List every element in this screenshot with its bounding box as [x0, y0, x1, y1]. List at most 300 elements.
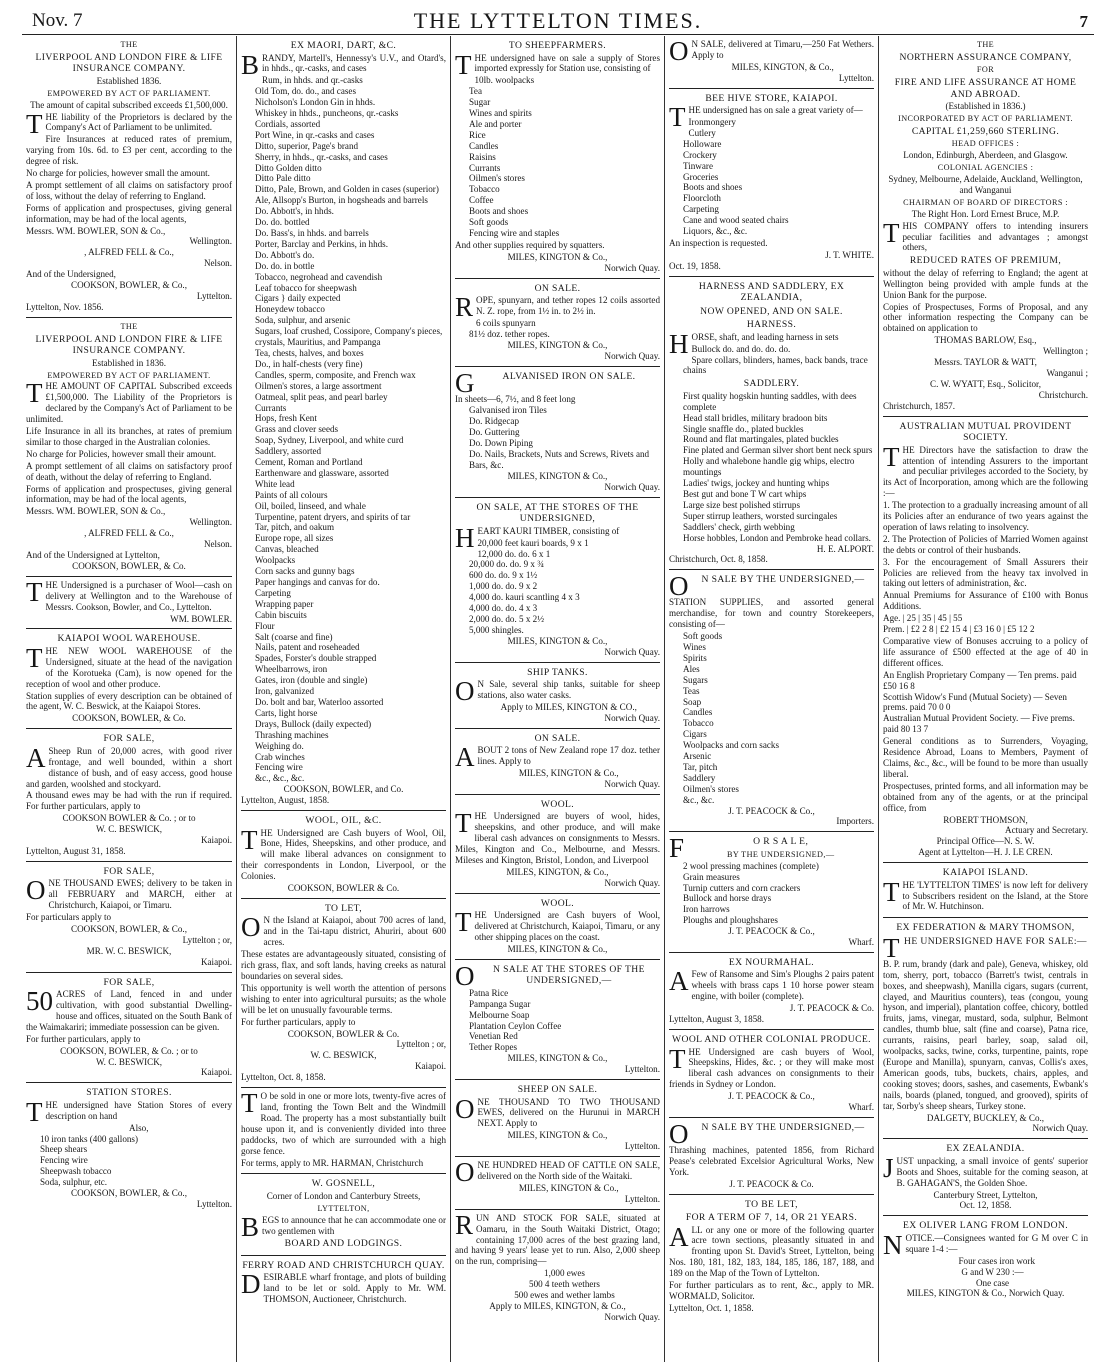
list-item: Currants [255, 402, 287, 413]
list-item: Currants [469, 162, 501, 173]
list-item: Paper hangings and canvas for do. [255, 577, 380, 587]
ad-body [26, 108, 232, 139]
ad-body [241, 1211, 446, 1242]
list-item: Head stall bridles, military bradoon bits [683, 412, 828, 423]
drop-cap: O [455, 1157, 475, 1188]
ad-title: KAIAPOI ISLAND. [942, 867, 1029, 879]
drop-cap: F [669, 833, 685, 864]
list-item: Turpentine, patent dryers, and spirits of tar [255, 511, 411, 522]
agent-place: Importers. [836, 816, 874, 827]
ad-signature: MILES, KINGTON & Co., [507, 943, 608, 954]
list-item: Ladies' twigs, jockey and hunting whips [683, 478, 830, 489]
ad-signature: COOKSON, BOWLER, and Co. [283, 784, 404, 795]
list-item: Soda, sulphur, etc. [40, 1177, 108, 1188]
item-list [469, 1268, 660, 1301]
list-item: Oatmeal, split peas, and pearl barley [255, 391, 388, 402]
ad-text: 2. The Protection of Policies of Married Women against the debts or control of their husbands. [883, 533, 1088, 555]
ad-text: Principal Office—N. S. W. [936, 836, 1035, 847]
agent-intro: And of the Undersigned, [26, 269, 116, 280]
item-list [683, 391, 874, 544]
ad-text: 1. The protection to a gradually increasing amount of all its Policies after an endurance of two years against the operation of laws relating to insolvency. [883, 500, 1088, 532]
ad-text: STATION SUPPLIES, and assorted general merchandise, for town and country Storekeepers, consisting of— [669, 597, 874, 630]
list-item: &c., &c., &c. [255, 773, 305, 784]
ad-text: EGS to announce that he can accommodate one or two gentlemen with [262, 1214, 446, 1236]
ad-cattle [455, 1157, 660, 1210]
list-item: Do. Abbott's, in hhds. [255, 206, 334, 217]
drop-cap: A [26, 742, 46, 773]
ad-title-text: N SALE AT THE STORES OF THE UNDERSIGNED,— [493, 963, 645, 987]
ad-to-let [241, 899, 446, 1088]
list-item: Tea [469, 86, 482, 97]
item-list [40, 1134, 232, 1189]
ad-thrashing-machines [669, 1118, 874, 1195]
ad-signature: MILES, KINGTON & Co., [507, 1130, 608, 1141]
list-item: Paints of all colours [255, 489, 328, 500]
ad-text: For terms, apply to MR. HARMAN, Christchurch [241, 1157, 424, 1168]
list-item: Plantation Ceylon Coffee [469, 1020, 562, 1031]
list-item: 500 4 teeth wethers [529, 1279, 600, 1290]
ad-title: EX ZEALANDIA. [946, 1143, 1025, 1155]
drop-cap: A [455, 742, 475, 773]
list-item: Soda, sulphur, and arsenic [255, 315, 351, 326]
agent-place: Norwich Quay. [604, 778, 660, 789]
ad-established: (Established in 1836.) [945, 101, 1026, 112]
ad-title: FOR SALE, [103, 733, 155, 745]
ad-date: Christchurch, Oct. 8, 1858. [669, 554, 768, 565]
list-item: Fencing wire [40, 1155, 88, 1166]
list-item: Ditto Golden ditto [255, 162, 322, 173]
ad-text: RANDY, Martell's, Hennessy's U.V., and Otard's, in hhds., qr.-casks, and cases [262, 52, 446, 74]
ad-for-sale [669, 832, 874, 953]
ad-text: Station supplies of every description can be obtained of the agent, W. C. Beswick, at the Kaiapoi Stores. [26, 690, 232, 712]
ad-text: The Right Hon. Lord Ernest Bruce, M.P. [911, 208, 1060, 219]
list-item: Nicholson's London Gin in hhds. [255, 97, 376, 108]
ad-also: Also, [129, 1122, 149, 1133]
ad-signature: MILES, KINGTON & Co., [507, 470, 608, 481]
item-list [469, 988, 660, 1053]
drop-cap: T [26, 378, 43, 409]
ad-subtitle: BY THE UNDERSIGNED,— [727, 849, 835, 859]
ad-signature: MILES, KINGTON & Co., [518, 768, 619, 779]
list-item: Cane and wood seated chairs [683, 215, 789, 226]
agent-place: Kaiapoi. [200, 956, 232, 967]
ad-title: ON SALE. [534, 282, 581, 294]
list-item: Do. Down Piping [469, 438, 533, 449]
list-item: Galvanised iron Tiles [469, 405, 547, 416]
ad-text: A prompt settlement of all claims on satisfactory proof of death, without the delay of referring to England. [26, 460, 232, 482]
list-item: Horse hobbles, London and Pembroke head collars. [683, 532, 871, 543]
list-item: 10lb. woolpacks [474, 75, 535, 86]
agent-place: Lyttelton. [624, 1064, 660, 1075]
list-item: 5,000 shingles. [469, 624, 524, 635]
list-item: Raisins [469, 151, 496, 162]
column-3 [450, 36, 664, 1362]
list-item: 2,000 do. do. 5 x 2½ [469, 613, 545, 624]
ad-text: In sheets—6, 7½, and 8 feet long [455, 393, 576, 404]
list-item: Do. do. bottled [255, 217, 310, 228]
list-item: Ditto, superior, Page's brand [255, 140, 359, 151]
list-item: Cigars } daily expected [255, 293, 341, 304]
ad-sheepfarmers [455, 36, 660, 279]
bonus-row: An English Proprietary Company — Ten prems. paid £50 16 8 [883, 669, 1077, 691]
ad-ex-zealandia [883, 1139, 1088, 1216]
column-4 [664, 36, 878, 1362]
ad-text: without the delay of referring to England; the agent at Wellington being provided with ample funds at the Union Bank for the purpose. [883, 267, 1088, 300]
item-list [683, 117, 874, 237]
ad-signature: H. E. ALPORT. [816, 543, 874, 554]
agent-name: THOMAS BARLOW, Esq., [934, 335, 1037, 346]
drop-cap: T [26, 1096, 43, 1127]
issue-date: Nov. 7 [32, 10, 83, 31]
ad-signature: COOKSON, BOWLER & Co. [287, 883, 400, 894]
ad-ship-tanks [455, 663, 660, 729]
list-item: Spirits [683, 652, 707, 663]
drop-cap: O [241, 912, 261, 943]
ad-text: ACRES of Land, fenced in and under cultivation, with good substantial Dwelling-house and offices, situated on the South Bank of the Waimakariri; immediate possession can be given. [26, 989, 232, 1032]
item-list [683, 344, 874, 377]
ad-text: A thousand ewes may be had with the run if required. For further particulars, apply to [26, 790, 232, 812]
ad-text: NE HUNDRED HEAD OF CATTLE ON SALE, delivered on the North side of the Waitaki. [477, 1160, 660, 1181]
ad-signature: MILES, KINGTON, & Co., [506, 866, 609, 877]
ad-text: Agent at Lyttelton—H. J. LE CREN. [918, 847, 1053, 858]
list-item: Tobacco [469, 184, 500, 195]
ad-signature: MILES, KINGTON & Co., [507, 339, 608, 350]
list-item: Cement, Roman and Portland [255, 457, 363, 468]
list-item: Turnip cutters and corn crackers [683, 882, 801, 893]
list-item: Hops, fresh Kent [255, 413, 317, 424]
ad-date: Lyttelton, Oct. 1, 1858. [669, 1302, 754, 1313]
list-item: Candles, sperm, composite, and French wax [255, 369, 416, 380]
list-item: One case [975, 1277, 1010, 1288]
item-list [469, 318, 660, 340]
list-item: Soap [683, 696, 702, 707]
ad-signature: J. T. WHITE. [825, 249, 874, 260]
list-item: Spades, Forster's double strapped [255, 653, 377, 664]
ad-pre: THE [120, 321, 138, 331]
drop-cap: O [669, 571, 689, 602]
ad-body [455, 1209, 660, 1268]
drop-cap: T [455, 49, 472, 80]
agent-place: Lyttelton. [196, 1199, 232, 1209]
drop-cap: T [241, 1088, 258, 1119]
ad-text: Forms of application and prospectuses, giving general information, may be had of the local agents, [26, 202, 232, 224]
ad-oliver-lang [883, 1216, 1088, 1303]
ad-body [883, 217, 1088, 254]
ad-liverpool-life [26, 318, 232, 577]
ad-rope [455, 279, 660, 367]
ad-signature: J. T. PEACOCK & Co. [789, 1003, 874, 1014]
list-item: 500 ewes and wether lambs [514, 1290, 615, 1301]
ad-body [241, 824, 446, 883]
ad-text: HE Undersigned are buyers of wool, hides, sheepskins, and other produce, and will make liberal cash advances on consignments to Messrs. Miles, Kington and Co., Melbourne, and Messrs. Mileses and Kington, Bristol, London, and Liverpool [455, 811, 660, 865]
ad-title: HARNESS AND SADDLERY, EX ZEALANDIA, [698, 280, 845, 304]
list-item: Soap, Sydney, Liverpool, and white curd [255, 435, 404, 446]
ad-title: EX MAORI, DART, &C. [290, 40, 397, 51]
list-item: Do. Bass's, in hhds. and barrels [255, 228, 369, 238]
agent-place: Wanganui ; [1046, 367, 1088, 378]
ad-subtitle: SADDLERY. [743, 378, 800, 390]
drop-cap: J [883, 1152, 894, 1183]
premium-table-prem: Prem. | £2 2 8 | £2 15 4 | £3 16 0 | £5 12 2 [883, 624, 1035, 635]
ad-emphasis: REDUCED RATES OF PREMIUM, [909, 255, 1062, 267]
ad-text: General conditions as to Surrenders, Voyaging, Residence Abroad, Loans to Members, Payment of Claims, &c., &c., will be found to be more than usually liberal. [883, 736, 1088, 779]
list-item: Single snaffle do., plated buckles [683, 423, 804, 434]
ad-text: NE THOUSAND TO TWO THOUSAND EWES, delivered on the Hurunui in MARCH NEXT. Apply to [477, 1096, 660, 1129]
newspaper-title: THE LYTTELTON TIMES. [413, 8, 703, 33]
ad-title: ON SALE, AT THE STORES OF THE UNDERSIGNED, [476, 501, 639, 525]
ad-body [241, 49, 446, 80]
ad-text: ESIRABLE wharf frontage, and plots of building land to be let or sold. Apply to Mr. WM. THOMSON, Auctioneer, Christchurch. [263, 1272, 446, 1305]
agent-place: Lyttelton ; or, [396, 1039, 446, 1050]
list-item: Woolpacks [255, 555, 296, 566]
ad-body [883, 876, 1088, 913]
ad-signature: Apply to MILES, KINGTON, & Co., [489, 1300, 626, 1311]
ad-body [26, 875, 232, 911]
ad-text: These estates are advantageously situated, consisting of rich grass, flax, and soft lands, having creeks as natural boundaries on several sides. [241, 949, 446, 981]
ad-date: Lyttelton, Oct. 8, 1858. [241, 1072, 326, 1083]
ad-text: HE 'LYTTELTON TIMES' is now left for delivery to Subscribers resident on the Island, at the Store of Mr. W. Hutchinson. [902, 879, 1088, 912]
list-item: Boots and shoes [469, 206, 529, 217]
list-item: Crab winches [255, 751, 305, 762]
ad-title: BEE HIVE STORE, KAIAPOI. [705, 92, 838, 104]
ad-title-text: N SALE BY THE UNDERSIGNED,— [701, 574, 865, 586]
list-item: Gates, iron (double and single) [255, 675, 368, 686]
list-item: Cordials, assorted [255, 118, 321, 129]
agent-place: Christchurch. [1038, 389, 1088, 400]
list-item: Cutlery [688, 127, 716, 138]
list-item: 10 iron tanks (400 gallons) [40, 1133, 138, 1144]
drop-cap: 50 [26, 986, 53, 1017]
ad-date: Christchurch, 1857. [883, 400, 955, 411]
list-item: Coffee [469, 195, 494, 206]
ad-title: LIVERPOOL AND LONDON FIRE & LIFE INSURANCE COMPANY. [35, 333, 223, 357]
list-item: Corn sacks and gunny bags [255, 566, 355, 577]
ad-body [26, 742, 232, 790]
list-item: Carpeting [683, 204, 719, 215]
ad-northern-assurance [883, 36, 1088, 417]
ad-heading: COLONIAL AGENCIES : [937, 163, 1034, 173]
list-item: Tinware [683, 160, 713, 171]
ad-text: London, Edinburgh, Aberdeen, and Glasgow. [903, 150, 1068, 161]
list-item: Flour [255, 620, 275, 631]
list-item: 4,000 do. do. 4 x 3 [469, 603, 538, 614]
list-item: Old Tom, do. do., and cases [255, 86, 356, 97]
ad-place: LYTTELTON, [317, 1203, 370, 1213]
ad-title: WOOL. [540, 798, 575, 810]
list-item: Ironmongery [688, 117, 736, 128]
ad-title [669, 1118, 874, 1149]
list-item: Woolpacks and corn sacks [683, 740, 779, 751]
ad-empowered: EMPOWERED BY ACT OF PARLIAMENT. [47, 370, 211, 380]
ad-text: Copies of Prospectuses, Forms of Proposal, and any other information respecting the Company can be obtained on application to [883, 301, 1088, 334]
ad-body [241, 1269, 446, 1305]
ad-pre: THE [976, 40, 995, 49]
ad-title: EX OLIVER LANG FROM LONDON. [902, 1220, 1069, 1232]
ad-title: TO SHEEPFARMERS. [508, 40, 607, 51]
ad-capital: The amount of capital subscribed exceeds £1,500,000. [30, 99, 228, 110]
drop-cap: A [669, 1221, 689, 1252]
ad-pre: FOR [976, 65, 995, 75]
ad-text: For further particulars, apply to [26, 1033, 141, 1044]
list-item: Tobacco [683, 718, 714, 729]
ad-text: A prompt settlement of all claims on satisfactory proof of loss, without the delay of referring to England. [26, 179, 232, 201]
ad-text: LL or any one or more of the following quarter acre town sections, pleasantly situated in and fronting upon St. David's Street, Lyttelton, being Nos. 180, 181, 182, 183, 184, 185, 186, 187, 188, and 189 on the Map of the Town of Lyttelton. [669, 1224, 874, 1279]
ad-run-stock [455, 1210, 660, 1327]
drop-cap: T [883, 441, 900, 472]
list-item: Tar, pitch, and oakum [255, 522, 335, 533]
ad-body [455, 49, 660, 80]
ad-kaiapoi-island [883, 863, 1088, 918]
agent-place: Norwich Quay. [604, 350, 660, 361]
list-item: Super stirrup leathers, worsted surcingales [683, 510, 838, 521]
ad-title-text: N SALE BY THE UNDERSIGNED,— [701, 1121, 865, 1133]
ad-text: No charge for Policies, however small their amount. [26, 448, 216, 459]
list-item: Holly and whalebone handle gig whips, electro mountings [683, 456, 855, 478]
agent-place: Actuary and Secretary. [1005, 825, 1088, 836]
agent-place: Norwich Quay. [1032, 1123, 1088, 1134]
drop-cap: A [669, 966, 689, 997]
ad-signature: COOKSON, BOWLER, & Co., [71, 923, 187, 934]
ad-gosnell [241, 1174, 446, 1256]
list-item: 4,000 do. kauri scantling 4 x 3 [469, 592, 580, 603]
list-item: 1,000 ewes [544, 1268, 585, 1279]
ad-australian-mutual [883, 417, 1088, 864]
list-item: Arsenic [683, 751, 712, 762]
ad-text: HE AMOUNT OF CAPITAL Subscribed exceeds £1,500,000. The Liability of the Proprietors is declared by the Company's Act of Parliament to be unlimited. [26, 381, 232, 425]
ad-title: FIRE AND LIFE ASSURANCE AT HOME AND ABROAD. [894, 77, 1077, 100]
ad-text: HE undersigned have Station Stores of every description on hand [45, 1099, 232, 1121]
agent-name: , ALFRED FELL & Co., [84, 528, 174, 539]
agent-place: Nelson. [203, 539, 232, 550]
agent-place: Nelson. [203, 258, 232, 269]
agent-name: COOKSON, BOWLER, & Co. [72, 560, 186, 571]
agent-place: Lyttelton. [838, 72, 874, 83]
list-item: Europe rope, all sizes [255, 533, 334, 544]
list-item: Wheelbarrows, iron [255, 664, 328, 675]
ad-signature: MILES, KINGTON & Co., [518, 1182, 619, 1193]
list-item: Ale and porter [469, 118, 522, 129]
ad-signature: W. C. BESWICK, [95, 1056, 163, 1067]
list-item: Fine plated and German silver short bent neck spurs [683, 445, 873, 456]
ad-signature: WM. BOWLER. [170, 613, 232, 624]
agent-place: Wharf. [848, 937, 874, 948]
column-5 [878, 36, 1092, 1362]
drop-cap: T [883, 217, 900, 248]
list-item: Oilmen's stores [683, 783, 739, 794]
ad-title: STATION STORES. [86, 1087, 172, 1099]
ad-signature: Apply to MILES, KINGTON & CO., [500, 701, 637, 712]
list-item: Melbourne Soap [469, 1009, 530, 1020]
item-list [469, 405, 660, 470]
agent-name: C. W. WYATT, Esq., Solicitor, [930, 378, 1041, 389]
agent-place: Norwich Quay. [604, 481, 660, 492]
list-item: 20,000 do. do. 9 x ¾ [469, 559, 545, 570]
ad-empowered: EMPOWERED BY ACT OF PARLIAMENT. [47, 88, 211, 98]
ad-text: BOUT 2 tons of New Zealand rope 17 doz. tether lines. Apply to [477, 745, 660, 767]
ad-text: Thrashing machines, patented 1856, from Richard Pease's celebrated Excelsior Agricultural Works, New York. [669, 1144, 874, 1177]
list-item: Drays, Bullock (daily expected) [255, 718, 372, 729]
ad-body [241, 912, 446, 948]
drop-cap: H [669, 328, 689, 359]
ad-subtitle: Corner of London and Canterbury Streets, [266, 1190, 421, 1201]
list-item: Leaf tobacco for sheepwash [255, 282, 357, 293]
ad-text: N Sale, several ship tanks, suitable for sheep stations, also water casks. [477, 679, 660, 700]
ad-text: O be sold in one or more lots, twenty-five acres of land, fronting the Town Belt and the Windmill Road. The property has a most substantially built house upon it, and is conveniently divided into three paddocks, two of which are surrounded with a high gorse fence. [241, 1091, 446, 1156]
list-item: Saddlery, assorted [255, 446, 322, 457]
ad-date: Oct. 19, 1858. [669, 260, 721, 271]
list-item: Cabin biscuits [255, 609, 307, 620]
ad-established: Established in 1836. [91, 357, 166, 368]
ad-signature: COOKSON, BOWLER, & Co. ; or to [60, 1045, 198, 1056]
ad-land-sale [241, 1088, 446, 1174]
drop-cap: T [883, 932, 900, 963]
agent-place: Kaiapoi. [200, 835, 232, 846]
column-2 [236, 36, 450, 1362]
agent-place: Norwich Quay. [604, 1311, 660, 1322]
ad-title: W. GOSNELL, [311, 1178, 376, 1190]
list-item: Soft goods [469, 217, 509, 228]
list-item: Grass and clover seeds [255, 424, 339, 435]
drop-cap: O [26, 875, 46, 906]
ad-text: HE Undersigned are Cash buyers of Wool, Oil, Bone, Hides, Sheepskins, and other produce, and will make liberal advances on consignment to their correspondents in London, Liverpool, or the Colonies. [241, 827, 446, 882]
ad-title-text: ALVANISED IRON ON SALE. [502, 370, 636, 382]
list-item: 81½ doz. tether ropes. [469, 328, 550, 339]
ad-body [26, 986, 232, 1033]
ad-nourmahal [669, 953, 874, 1030]
agent-name: COOKSON, BOWLER, & Co., [71, 280, 187, 291]
ad-text: OTICE.—Consignees wanted for G M over C in square 1-4 :— [905, 1232, 1088, 1254]
list-item: Liquors, &c., &c. [683, 226, 748, 237]
ad-signature: ROBERT THOMSON, [943, 814, 1028, 825]
ad-heading: CHAIRMAN OF BOARD OF DIRECTORS : [903, 197, 1068, 207]
ad-body [26, 576, 232, 613]
drop-cap: O [669, 1118, 689, 1149]
ad-text: And other supplies required by squatters. [455, 239, 605, 250]
agent-place: Lyttelton ; or, [182, 934, 232, 945]
columns [22, 36, 1094, 1362]
ad-title [669, 571, 874, 602]
ad-station-supplies [669, 570, 874, 832]
ad-text: Prospectuses, printed forms, and all information may be obtained from any of the agents, or at the principal office, from [883, 780, 1088, 813]
list-item: Sheepwash tobacco [40, 1166, 112, 1177]
list-item: Fencing wire and staples [469, 228, 560, 238]
agent-place: Kaiapoi. [414, 1061, 446, 1072]
ad-text: NE THOUSAND EWES; delivery to be taken in all FEBRUARY and MARCH, either at Christchurch, Kaiapoi, or Timaru. [48, 878, 232, 911]
ad-text: HE undersigned has on sale a great variety of— [688, 105, 863, 116]
list-item: Best gut and bone T W cart whips [683, 489, 807, 499]
ad-signature: W. C. BESWICK, [310, 1050, 377, 1061]
bonus-row: Scottish Widow's Fund (Mutual Society) — Seven prems. paid 70 0 0 [883, 691, 1067, 713]
ad-body [669, 36, 874, 66]
ad-to-be-let [669, 1195, 874, 1318]
ad-ferry-road [241, 1256, 446, 1310]
list-item: Sugar [469, 97, 491, 108]
list-item: Sugars, loaf crushed, Cossipore, Company's pieces, crystals, Mauritius, and Pampanga [255, 326, 443, 348]
agent-place: Norwich Quay. [604, 262, 660, 273]
item-list [255, 75, 446, 784]
ad-text: No charge for policies, however small the amount. [26, 168, 210, 179]
ad-ewes [26, 862, 232, 973]
list-item: Rice [469, 129, 486, 140]
drop-cap: N [883, 1229, 903, 1260]
drop-cap: T [455, 808, 472, 839]
list-item: Weighing do. [255, 740, 304, 751]
list-item: Sherry, in hhds., qr.-casks, and cases [255, 151, 388, 162]
list-item: Tar, pitch [683, 761, 718, 772]
ad-body [669, 1043, 874, 1091]
ad-title-text: O R S A L E, [753, 836, 809, 848]
ad-liverpool-fire [26, 36, 232, 318]
